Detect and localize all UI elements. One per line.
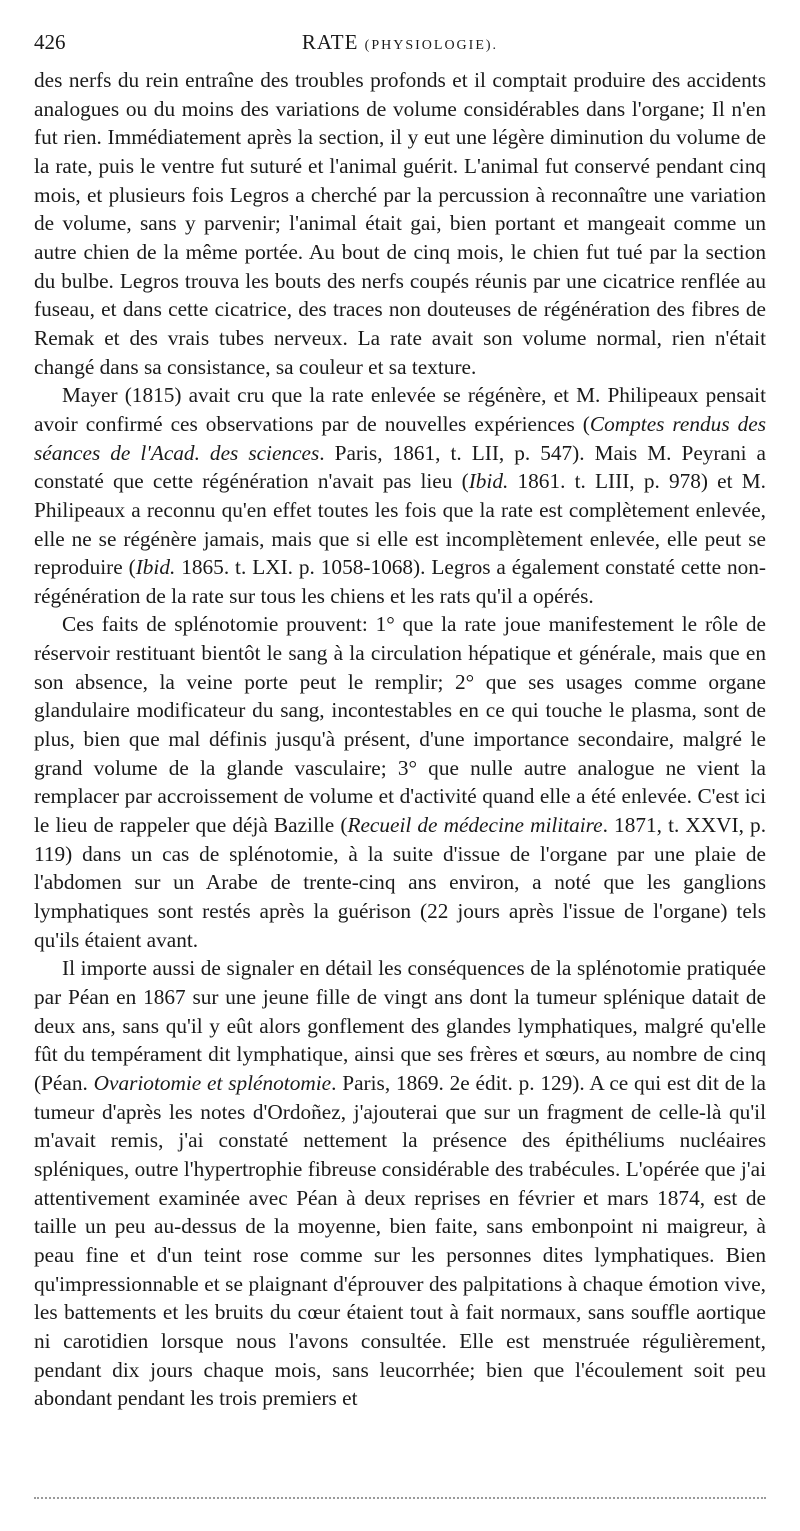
italic-citation: Comptes rendus des séances de l'Acad. des sciences — [34, 411, 766, 465]
text-segment: Il importe aussi de signaler en détail les conséquences de la splénotomie pratiquée par Péan en 1867 sur une jeune fille de vingt ans dont la tumeur splénique datait de deux ans, sans qu'il y eût alors gonflement des glandes lymphatiques, malgré qu'elle fût du tempérament dit lymphatique, ainsi que ses frères et sœurs, au nombre de cinq (Péan. — [34, 956, 766, 1095]
running-head-subtitle: (PHYSIOLOGIE). — [364, 38, 499, 53]
running-head-title: RATE — [301, 30, 359, 54]
page-number: 426 — [34, 30, 66, 54]
text-segment: Mayer (1815) avait cru que la rate enlevée se régénère, et M. Philipeaux pensait avoir confirmé ces observations par de nouvelles expériences ( — [34, 383, 766, 436]
italic-citation: Ibid. — [468, 469, 509, 494]
italic-citation: Recueil de médecine militaire — [347, 813, 603, 838]
paragraph — [34, 381, 766, 610]
text-segment: des nerfs du rein entraîne des troubles profonds et il comptait produire des accidents analogues ou du moins des variations de volume considérables dans l'organe; Il n'en fut rien. Immédiatement après la section, il y eut une légère diminution du volume de la rate, puis le ventre fut suturé et l'animal guérit. L'animal fut conservé pendant cinq mois, et plusieurs fois Legros a cherché par la percussion à reconnaître une variation de volume, sans y parvenir; l'animal était gai, bien portant et mangeait comme un autre chien de la même portée. Au bout de cinq mois, le chien fut tué par la section du bulbe. Legros trouva les bouts des nerfs coupés réunis par une cicatrice renflée au fuseau, et dans cette cicatrice, des traces non douteuses de régénération des fibres de Remak et des vrais tubes nerveux. La rate avait son volume normal, rien n'était changé dans sa consistance, sa couleur et sa texture. — [34, 68, 766, 379]
text-segment: . Paris, 1869. 2e édit. p. 129). A ce qui est dit de la tumeur d'après les notes d'Ordoñez, j'ajouterai que sur un fragment de celle-là qu'il m'avait remis, j'ai constaté nettement la présence des épithéliums nucléaires spléniques, outre l'hypertrophie fibreuse considérable des trabécules. L'opérée que j'ai attentivement examinée avec Péan à deux reprises en février et mars 1874, est de taille un peu au-dessus de la moyenne, bien faite, sans embonpoint ni maigreur, à peau fine et d'un teint rose comme sur les personnes dites lymphatiques. Bien qu'impressionnable et se plaignant d'éprouver des palpitations à chaque émotion vive, les battements et les bruits du cœur étaient tout à fait normaux, sans souffle aortique ni carotidien lorsque nous l'avons consultée. Elle est menstruée régulièrement, pendant dix jours chaque mois, sans leucorrhée; bien que l'écoulement soit peu abondant pendant les trois premiers et — [34, 1070, 766, 1411]
paragraph — [34, 954, 766, 1413]
page-header — [34, 30, 766, 60]
italic-citation: Ovariotomie et splénotomie — [93, 1070, 332, 1095]
text-segment: . Paris, 1861, t. LII, p. 547). Mais M. Peyrani a constaté que cette régénération n'avait pas lieu ( — [34, 440, 767, 494]
text-segment: 1861. t. LIII, p. 978) et M. Philipeaux a reconnu qu'en effet toutes les fois que la rate est complètement enlevée, elle ne se régénère jamais, mais que si elle est incomplètement enlevée, elle peut se reproduire ( — [34, 469, 766, 580]
text-segment: . 1871, t. XXVI, p. 119) dans un cas de splénotomie, à la suite d'issue de l'organe par une plaie de l'abdomen sur un Arabe de trente-cinq ans environ, a noté que les ganglions lymphatiques sont restés après la guérison (22 jours après l'issue de l'organe) tels qu'ils étaient avant. — [34, 813, 767, 952]
footer-dotted-rule — [34, 1497, 766, 1499]
body-text — [34, 66, 766, 1413]
text-segment: Ces faits de splénotomie prouvent: 1° que la rate joue manifestement le rôle de réservoir restituant bientôt le sang à la circulation hépatique et générale, mais que en son absence, la veine porte peut le remplir; 2° que ses usages comme organe glandulaire modificateur du sang, incontestables en ce qui touche le plasma, sont de plus, bien que mal définis jusqu'à présent, d'une importance secondaire, malgré le grand volume de la glande vasculaire; 3° que nulle autre analogue ne vient la remplacer par accroissement de volume et d'activité quand elle a été enlevée. C'est ici le lieu de rappeler que déjà Bazille ( — [34, 612, 766, 838]
paragraph — [34, 610, 766, 954]
text-segment: 1865. t. LXI. p. 1058-1068). Legros a également constaté cette non-régénération de la rate sur tous les chiens et les rats qu'il a opérés. — [34, 555, 766, 608]
italic-citation: Ibid. — [135, 555, 176, 580]
running-head — [34, 30, 766, 55]
paragraph — [34, 66, 766, 381]
